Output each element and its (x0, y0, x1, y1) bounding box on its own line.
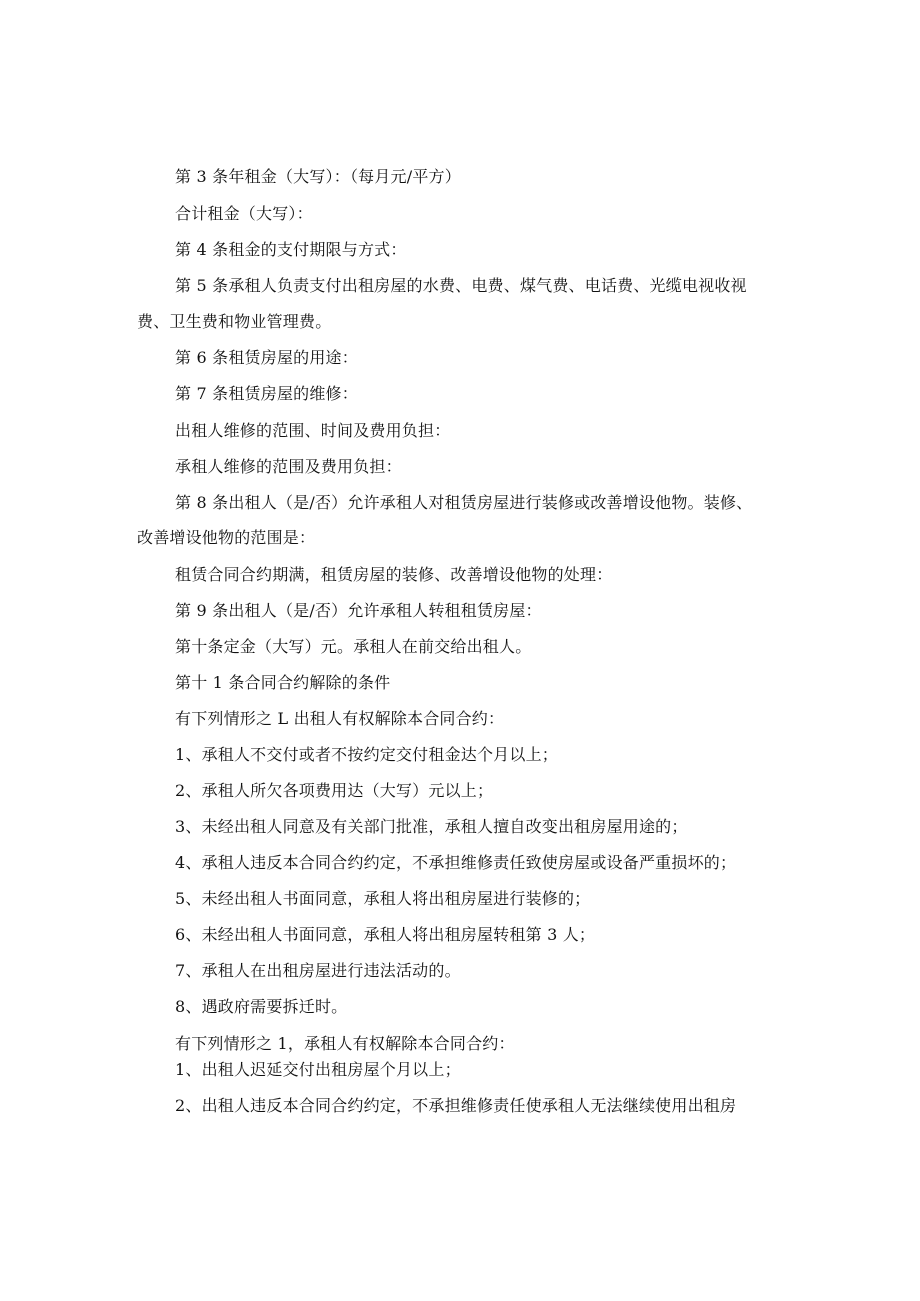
lessor-item-2: 2、承租人所欠各项费用达（大写）元以上； (175, 781, 494, 800)
lessee-repairs-line: 承租人维修的范围及费用负担： (175, 457, 402, 476)
clause-3-annual-rent: 第 3 条年租金（大写）：（每月元/平方） (175, 167, 461, 186)
total-rent-line: 合计租金（大写）： (175, 204, 313, 223)
clause-10-deposit: 第十条定金（大写）元。承租人在前交给出租人。 (175, 637, 532, 656)
lessee-item-1: 1、出租人迟延交付出租房屋个月以上； (175, 1060, 461, 1079)
lessor-item-3: 3、未经出租人同意及有关部门批准，承租人擅自改变出租房屋用途的； (175, 817, 688, 836)
lease-expiry-line: 租赁合同合约期满，租赁房屋的装修、改善增设他物的处理： (175, 565, 613, 584)
clause-8-renovation: 第 8 条出租人（是/否）允许承租人对租赁房屋进行装修或改善增设他物。装修、 (175, 493, 753, 512)
lessor-termination-intro: 有下列情形之 L 出租人有权解除本合同合约： (175, 709, 505, 728)
lessor-item-5: 5、未经出租人书面同意，承租人将出租房屋进行装修的； (175, 889, 591, 908)
clause-4-payment-terms: 第 4 条租金的支付期限与方式： (175, 240, 407, 259)
clause-11-termination-heading: 第十 1 条合同合约解除的条件 (175, 673, 391, 692)
clause-5-utilities: 第 5 条承租人负责支付出租房屋的水费、电费、煤气费、电话费、光缆电视收视 (175, 276, 747, 295)
lessee-termination-intro: 有下列情形之 1，承租人有权解除本合同合约： (175, 1034, 515, 1053)
clause-5-continuation: 费、卫生费和物业管理费。 (137, 312, 332, 331)
lessee-item-2: 2、出租人违反本合同合约约定，不承担维修责任使承租人无法继续使用出租房 (175, 1096, 737, 1115)
lessor-item-1: 1、承租人不交付或者不按约定交付租金达个月以上； (175, 745, 558, 764)
clause-8-continuation: 改善增设他物的范围是： (137, 528, 316, 547)
lessor-item-7: 7、承租人在出租房屋进行违法活动的。 (175, 961, 461, 980)
clause-6-purpose: 第 6 条租赁房屋的用途： (175, 348, 358, 367)
lessor-item-6: 6、未经出租人书面同意，承租人将出租房屋转租第 3 人； (175, 925, 596, 944)
clause-9-sublease: 第 9 条出租人（是/否）允许承租人转租租赁房屋： (175, 601, 542, 620)
lessor-repairs-line: 出租人维修的范围、时间及费用负担： (175, 421, 451, 440)
clause-7-repairs: 第 7 条租赁房屋的维修： (175, 384, 358, 403)
lessor-item-8: 8、遇政府需要拆迁时。 (175, 997, 348, 1016)
lessor-item-4: 4、承租人违反本合同合约约定，不承担维修责任致使房屋或设备严重损坏的； (175, 853, 737, 872)
